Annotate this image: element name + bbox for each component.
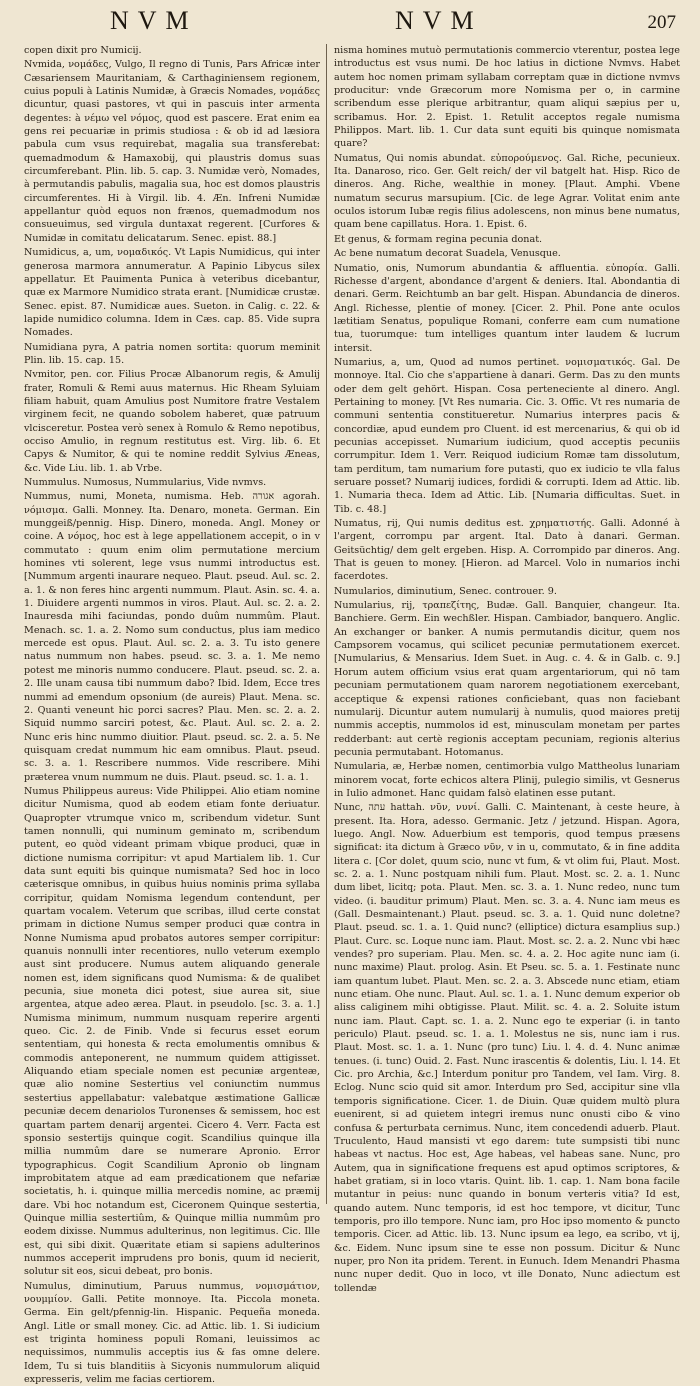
dictionary-entry: Numulus, diminutium, Paruus nummus, νομισμάτιον, νουμμίον. Galli. Petite monnoye. Ita. Piccola moneta. Germa. Ein gelt/pfennig-lin. Hispanic. Pequeña moneda. Angl. Litle or small money. Cic. ad Attic. lib. 1. Si iudicium est triginta hominess populi Romani, leuissimos ac nequissimos, nummulis acceptis ius & fas omne delere. Idem, Tu si tuis blanditiis à Sicyonis nummulorum aliquid expresseris, velim me facias certiorem.	[24, 1280, 320, 1386]
dictionary-entry: Numarius, a, um, Quod ad numos pertinet. νομισματικός. Gal. De monnoye. Ital. Cio che s'appartiene à danari. Germ. Das zu den munts oder dem gelt gehört. Hispan. Cosa perteneciente al dinero. Angl. Pertaining to money. [Vt Res numaria. Cic. 3. Offic. Vt res numaria de communi sententia constitueretur. Numarius interpres pacis & concordiæ, apud eundem pro Cluent. id est mercenarius, & qui ob id pecunias accepisset. Numarium iudicium, quod acceptis pecuniis corrumpitur. Idem 1. Verr. Reiquod iudicium Romæ tam dissolutum, tam perditum, tam numarium fore putasti, quo ex iudicio te vlla falus seruare posset? Numarij iudices, fordidi & corrupti. Idem ad Attic. lib. 1. Numaria theca. Idem ad Attic. Lib. [Numaria difficultas. Suet. in Tib. c. 48.]	[334, 356, 680, 515]
header-left-title: NVM	[110, 6, 198, 35]
right-column	[334, 44, 680, 1294]
dictionary-entry: Numularios, diminutium, Senec. controuer. 9.	[334, 585, 557, 597]
dictionary-entry: Numus Philippeus aureus: Vide Philippei. Alio etiam nomine dicitur Numisma, quod ab eodem etiam fonte deriuatur. Quapropter vtrumque vnico m, scribendum videtur. Sunt tamen nonnulli, qui numinum geminato m, scribendum putent, eo quòd videant primam vbique produci, quæ in dictione numisma corripitur: vt apud Martialem lib. 1. Cur data sunt equiti bis quinque numismata? Sed hoc in loco cæterisque omnibus, in quibus huius nominis prima syllaba corripitur, quidam Nomisma legendum contendunt, per quartam vocalem. Veterum que scribas, illud certe constat primam in dictione Numus semper produci quæ contra in Nonne Numisma apud probatos autores semper corripitur: quanuis nonnulli inter recentiores, nullo veterum exemplo aust sint producere. Numus autem aliquando generale nomen est, idem significans quod Numisma: & de qualibet pecunia, siue moneta dici potest, siue aurea sit, siue argentea, atque adeo ærea. Plaut. in pseudolo. [sc. 3. a. 1.] Numisma minimum, nummum nusquam reperire argenti queo. Cic. 2. de Finib. Vnde si fecurus esset eorum sententiam, qui honesta & recta emolumentis omnibus & commodis anteponerent, ne nummum quidem attigisset. Aliquando etiam speciale nomen est pecuniæ argenteæ, quæ alio nomine Sestertius vel coniunctim nummus sestertius appellabatur: valebatque æstimatione Gallicæ pecuniæ decem denariolos Turonenses & semissem, hoc est quartam partem denarij argentei. Cicero 4. Verr. Facta est sponsio sestertijs quinque cogit. Scandilius quinque illa millia nummûm dare se numerare Apronio. Error typographicus. Cogit Scandilium Apronio ob lingnam improbitatem atque ad eam prædicationem que nefariæ societatis, h. i. quinque millia mercedis nomine, ac præmij dare. Vbi hoc notandum est, Ciceronem Quinque sestertia, Quinque millia sestertiûm, & Quinque millia nummûm pro eodem dixisse. Nummus adulterinus, non legitimus. Cic. Ille est, qui sibi dixit. Quæritate etiam si sapiens adulterinos nummos acceperit imprudens pro bonis, quum id necierit, solutur sit eos, sicui debeat, pro bonis.	[24, 785, 320, 1278]
dictionary-entry: Numatus, Qui nomis abundat. εὐπορούμενος. Gal. Riche, pecunieux. Ita. Danaroso, rico. Ger. Gelt reich/ der vil batgelt hat. Hisp. Rico de dineros. Ang. Riche, wealthie in money. [Plaut. Amphi. Vbene numatum securus marsupium. [Cic. de lege Agrar. Volitat enim ante oculos istorum Iubæ regis filius adolescens, non minus bene numatus, quam bene capillatus. Hora. 1. Epist. 6.	[334, 152, 680, 231]
dictionary-entry: Numidiana pyra, A patria nomen sortita: quorum meminit Plin. lib. 15. cap. 15.	[24, 341, 320, 366]
dictionary-entry: Nummulus. Numosus, Nummularius, Vide nvmvs.	[24, 477, 267, 488]
verse-line: Et genus, & formam regina pecunia donat.	[334, 233, 543, 245]
dictionary-entry: copen dixit pro Numicij.	[24, 45, 142, 56]
dictionary-entry: Numatio, onis, Numorum abundantia & affluentia. εὐπορία. Galli. Richesse d'argent, abondance d'argent & deniers. Ital. Abondantia di denari. Germ. Reichtumb an bar gelt. Hispan. Abundancia de dineros. Angl. Richesse, plentie of money. [Cicer. 2. Phil. Pone ante oculos lætitiam Senatus, populique Romani, conferre eam cum numatione tua, tuorumque: tum intelliges quantum inter laudem & lucrum intersit.	[334, 262, 680, 354]
running-header	[0, 0, 700, 40]
verse-line: Ac bene numatum decorat Suadela, Venusque.	[334, 248, 561, 260]
dictionary-entry: nisma homines mutuò permutationis commercio vterentur, postea lege introductus est vsus numi. De hoc latius in dictione Nvmvs. Habet autem hoc nomen primam syllabam correptam quæ in dictione nvmvs producitur: vnde Græcorum more Nomisma per o, in carmine scribendum esse plerique arbitrantur, quam aliqui sæpius per u, scribamus. Hor. 2. Epist. 1. Retulit acceptos regale numisma Philippos. Mart. lib. 1. Cur data sunt equiti bis quinque nomismata quare?	[334, 45, 680, 150]
dictionary-entry: Nvmida, νομάδες, Vulgo, Il regno di Tunis, Pars Africæ inter Cæsariensem Mauritaniam, & Carthaginiensem regionem, cuius populi à Latinis Numidæ, à Græcis Nomades, νομάδες dicuntur, quasi pastores, vt qui in pascuis inter armenta degentes: à νέμω vel νόμος, quod est pascere. Erat enim ea gens rei pecuariæ in primis studiosa : & ob id ad læsiora pabula cum vsus requirebat, magalia sua transferebat: quemadmodum & Hamaxobij, qui plaustris domus suas circumferebant. Plin. lib. 5. cap. 3. Numidæ verò, Nomades, à permutandis pabulis, magalia sua, hoc est domos plaustris circumferentes. Hi à Virgil. lib. 4. Æn. Infreni Numidæ appellantur quòd equos non frænos, quemadmodum nos consueuimus, sed virgula duntaxat regerent. [Curfores & Numidæ in comitatu delicatarum. Senec. epist. 88.]	[24, 59, 320, 244]
page-number: 207	[647, 12, 676, 33]
dictionary-entry: Nvmitor, pen. cor. Filius Procæ Albanorum regis, & Amulij frater, Romuli & Remi auus maternus. Hic Rheam Syluiam filiam habuit, quam Amulius post Numitore fratre Vestalem virginem fecit, ne quando sobolem haberet, quæ patruum vlcisceretur. Postea verò senex à Romulo & Remo nepotibus, occiso Amulio, in regnum restitutus est. Virg. lib. 6. Et Capys & Numitor, & qui te nomine reddit Sylvius Æneas, &c. Vide Liu. lib. 1. ab Vrbe.	[24, 369, 320, 474]
dictionary-entry: Nummus, numi, Moneta, numisma. Heb. אגורה agorah. νόμισμα. Galli. Monney. Ita. Denaro, moneta. German. Ein munggeiß/pennig. Hisp. Dinero, moneda. Angl. Money or coine. A νόμος, hoc est à lege appellationem accepit, o in v commutato : quum enim olim permutatione mercium homines vti solerent, lege vsus nummi introductus est. [Nummum argenti inaurare nequeo. Plaut. pseud. Aul. sc. 2. a. 1. & non feres hinc argenti nummum. Plaut. Asin. sc. 4. a. 1. Diuidere argenti nummos in viros. Plaut. Aul. sc. 2. a. 2. Inauresda mihi faciundas, pondo duûm nummûm. Plaut. Menach. sc. 1. a. 2. Nomo sum conductus, plus iam medico mercede est opus. Plaut. Aul. sc. 2. a. 3. Tu isto genere natus nummum non habes. pseud. sc. 3. a. 1. Me nemo potest me minoris nummo conducere. Plaut. pseud. sc. 2. a. 2. Ille unam causa tibi nummum dabo? Ibid. Idem, Ecce tres nummi ad emendum opsonium (de aureis) Plaut. Mena. sc. 2. Quanti veneunt hic porci sacres? Plau. Men. sc. 2. a. 2. Siquid nummo sarciri potest, &c. Plaut. Aul. sc. 2. a. 2. Nunc eris hinc nummo diuitior. Plaut. pseud. sc. 2. a. 5. Ne quisquam credat nummum hic eam omnibus. Plaut. pseud. sc. 3. a. 1. Rescribere nummos. Vide rescribere. Mihi præterea vnum nummum ne duis. Plaut. pseud. sc. 1. a. 1.	[24, 491, 320, 783]
left-column	[24, 44, 320, 1386]
dictionary-entry: Nunc, עתה hattah. νῦν, νυνί. Galli. C. Maintenant, à ceste heure, à present. Ita. Hora, adesso. Germanic. Jetz / jetzund. Hispan. Agora, luego. Angl. Now. Aduerbium est temporis, quod tempus præsens significat: ita dictum à Græco νῦν, v in u, commutato, & in fine addita litera c. [Cor dolet, quum scio, nunc vt fum, & vt olim fui, Plaut. Most. sc. 2. a. 1. Nunc postquam nihili fum. Plaut. Most. sc. 2. a. 1. Nunc dum libet, licitq; pota. Plaut. Men. sc. 3. a. 1. Nunc redeo, nunc tum video. (i. bauditur primum) Plaut. Men. sc. 3. a. 4. Nunc iam meus es (Gall. Desmaintenant.) Plaut. pseud. sc. 3. a. 1. Quid nunc doletne? Plaut. pseud. sc. 1. a. 1. Quid nunc? (elliptice) dictura esamplius sup.) Plaut. Curc. sc. Loque nunc iam. Plaut. Most. sc. 2. a. 2. Nunc vbi hæc vendes? pro superiam. Plau. Men. sc. 4. a. 2. Hoc agite nunc iam (i. nunc maxime) Plaut. prolog. Asin. Et Pseu. sc. 5. a. 1. Festinate nunc iam quantum lubet. Plaut. Men. sc. 2. a. 3. Abscede nunc etiam, etiam nunc etiam. Ohe nunc. Plaut. Aul. sc. 1. a. 1. Nunc demum experior ob aliss caliginem mihi obtigisse. Plaut. Milit. sc. 4. a. 2. Soluite istum nunc iam. Plaut. Capt. sc. 1. a. 2. Nunc ego te experiar (i. in tanto periculo) Plaut. pseud. sc. 1. a. 1. Molestus ne sis, nunc iam i rus. Plaut. Most. sc. 1. a. 1. Nunc (pro tunc) Liu. l. 4. d. 4. Nunc animæ tenues. (i. tunc) Ouid. 2. Fast. Nunc irascentis & dolentis, Liu. l. 14. Et Cic. pro Archia, &c.] Interdum ponitur pro Tandem, vel Iam. Virg. 8. Eclog. Nunc scio quid sit amor. Interdum pro Sed, accipitur sine vlla temporis significatione. Cicer. 1. de Diuin. Quæ quidem multò plura euenirent, si ad quietem integri iremus nunc onusti cibo & vino confusa & perturbata cernimus. Nunc, item concedendi aduerb. Plaut. Truculento, Haud mansisti vt ego darem: tute sumpsisti tibi nunc habeas vt nactus. Hoc est, Age habeas, vel habeas sane. Nunc, pro Autem, qua in significatione frequens est apud optimos scriptores, & habet gratiam, si in loco vtaris. Quint. lib. 1. cap. 1. Nam bona facile mutantur in peius: nunc quando in bonum verteris vitia? Id est, quando autem. Nunc temporis, id est hoc tempore, vt dicitur, Tunc temporis, pro illo tempore. Nunc iam, pro Hoc ipso momento & puncto temporis. Cicer. ad Attic. lib. 13. Nunc ipsum ea lego, ea scribo, vt ij, &c. Eidem. Nunc ipsum sine te esse non possum. Dicitur & Nunc nuper, pro Non ita pridem. Terent. in Eunuch. Idem Menandri Phasma nunc nuper dedit. Quo in loco, vt ille Donato, Nunc adiectum est tollendæ	[334, 802, 680, 1294]
dictionary-entry: Numidicus, a, um, νομαδικός. Vt Lapis Numidicus, qui inter generosa marmora annumeratur. A Papinio Libycus silex appellatur. Et Pauimenta Punica à veteribus dicebantur, quæ ex Marmore Numidico strata erant. [Numidicæ crustæ. Senec. epist. 87. Numidicæ aues. Sueton. in Calig. c. 22. & lapide numidico columna. Idem in Cæs. cap. 85. Vide supra Nomades.	[24, 247, 320, 339]
dictionary-entry: Numatus, rij, Qui numis deditus est. χρηματιστής. Galli. Adonné à l'argent, corrompu par argent. Ital. Dato à danari. German. Geitsüchtig/ dem gelt ergeben. Hisp. A. Corrompido par dineros. Ang. That is geuen to money. [Hieron. ad Marcel. Volo in numarios inchi facerdotes.	[334, 518, 680, 583]
dictionary-entry: Numularia, æ, Herbæ nomen, centimorbia vulgo Mattheolus lunariam minorem vocat, forte echicos altera Plinij, pulegio similis, vt Gesnerus in Iulio admonet. Hanc quidam falsò elatinen esse putant.	[334, 761, 680, 799]
header-right-title: NVM	[395, 6, 483, 35]
column-divider	[326, 44, 327, 1204]
dictionary-entry: Numularius, rij, τραπεζίτης, Budæ. Gall. Banquier, changeur. Ita. Banchiere. Germ. Ein wechßler. Hispan. Cambiador, banquero. Anglic. An exchanger or banker. A numis permutandis dicitur, quem nos Campsorem vocamus, qui scilicet pecuniæ permutationem exercet. [Numularius, & Mensarius. Idem Suet. in Aug. c. 4. & in Galb. c. 9.] Horum autem officium vsius erat quam argentariorum, qui nō tam pecuniam permutationem quam narorem negotiationem exercebant, acceptique & expensi rationes conficiebant, quas non faciebant numularij. Dicuntur autem numularij à numulis, quod maiores pretij nummis acceptis, nummolos id est, minusculam monetam per partes redderbant: aut certè regionis acceptam pecuniam, regionis alterius pecunia permutabant. Hotomanus.	[334, 600, 680, 758]
